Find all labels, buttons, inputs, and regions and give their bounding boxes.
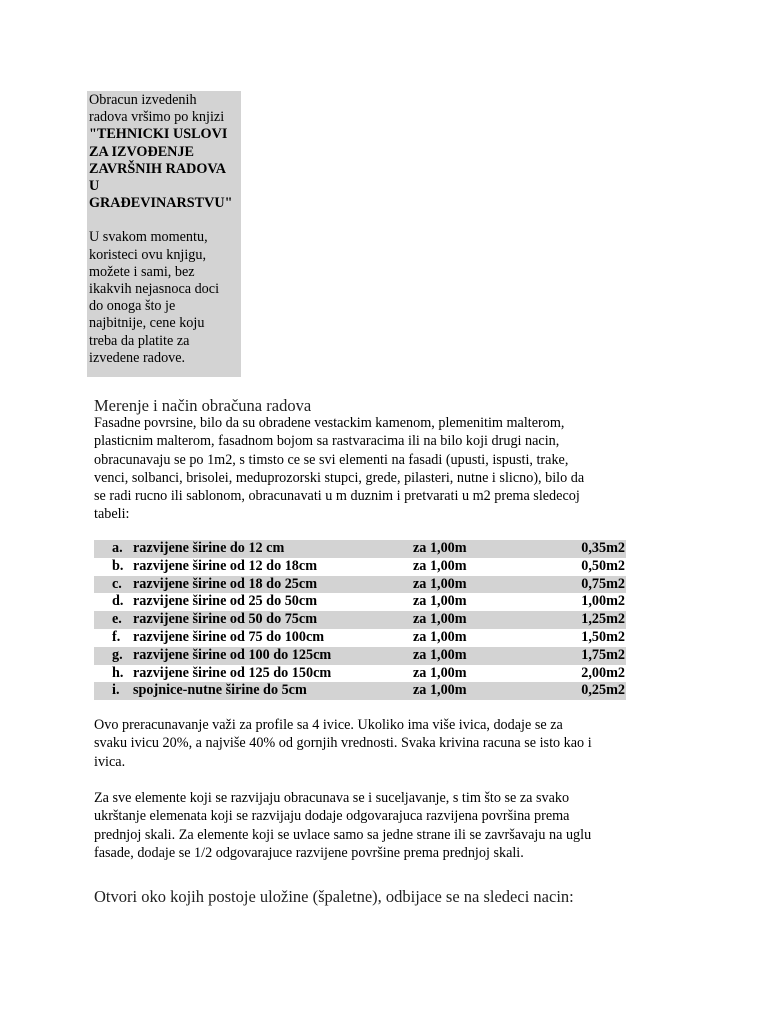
body-line: se radi rucno ili sablonom, obracunavati u m duznim i pretvarati u m2 prema sledecoj [94,488,580,505]
table-row [94,576,626,594]
note-line: svaku ivicu 20%, a najviše 40% od gornjih vrednosti. Svaka krivina racuna se isto kao i [94,735,592,752]
body-line: Fasadne povrsine, bilo da su obradene vestackim kamenom, plemenitim malterom, [94,415,565,431]
row-letter: a. [112,540,123,556]
row-unit: za 1,00m [413,664,467,681]
sidebar-paragraph-line: do onoga što je [89,298,176,315]
row-description: razvijene širine od 75 do 100cm [133,628,325,645]
row-description: spojnice-nutne širine do 5cm [133,682,307,699]
row-description: razvijene širine od 12 do 18cm [133,557,318,574]
table-row [94,665,626,683]
table-row [94,611,626,629]
sidebar-intro [87,92,241,126]
body-paragraph [94,414,634,524]
row-description: razvijene širine od 25 do 50cm [133,593,318,610]
row-letter: g. [112,646,123,663]
row-value: 0,35m2 [581,540,625,556]
row-value: 1,25m2 [581,611,625,628]
note-line: Ovo preracunavanje važi za profile sa 4 ivice. Ukoliko ima više ivica, dodaje se za [94,717,563,733]
row-value: 2,00m2 [581,664,625,681]
row-unit: za 1,00m [413,593,467,610]
row-unit: za 1,00m [413,575,467,592]
sidebar-paragraph-line: možete i sami, bez [89,263,195,280]
row-value: 0,75m2 [581,575,625,592]
sidebar-intro-line: radova vršimo po knjizi [89,109,225,126]
note-line: ukrštanje elemenata koji se razvijaju dodaje odgovarajuca razvijena površina prema [94,808,570,825]
sidebar-paragraph-line: U svakom momentu, [89,229,208,246]
sidebar-title-line: ZAVRŠNIH RADOVA [89,160,227,177]
sidebar-paragraph-line: koristeci ovu knjigu, [89,246,207,263]
table-row [94,558,626,576]
conversion-table [94,540,626,700]
sidebar-paragraph-line: treba da platite za [89,332,190,349]
sidebar-paragraph-line: izvedene radove. [89,349,186,366]
row-value: 1,50m2 [581,628,625,645]
note-line: fasade, dodaje se 1/2 odgovarajuce razvijene površine prema prednjoj skali. [94,844,524,861]
row-unit: za 1,00m [413,628,467,645]
section-heading: Merenje i način obračuna radova [94,396,312,415]
row-description: razvijene širine od 50 do 75cm [133,611,318,628]
profile-note-paragraph [94,716,634,771]
row-letter: e. [112,611,122,628]
table-row [94,647,626,665]
row-unit: za 1,00m [413,557,467,574]
row-letter: i. [112,682,120,699]
sidebar-book-title [87,126,241,212]
row-unit: za 1,00m [413,611,467,628]
row-value: 1,75m2 [581,646,625,663]
row-unit: za 1,00m [413,646,467,663]
sidebar-paragraph [87,229,241,367]
row-letter: b. [112,557,124,574]
sidebar-title-line: U [89,178,100,195]
sidebar-box [87,91,241,377]
row-description: razvijene širine od 125 do 150cm [133,664,332,681]
row-description: razvijene širine do 12 cm [133,540,285,556]
sidebar-title-line: "TEHNICKI USLOVI [89,126,228,143]
row-letter: c. [112,575,122,592]
row-letter: d. [112,593,124,610]
sidebar-paragraph-line: ikakvih nejasnoca doci [89,281,220,298]
body-line: obracunavaju se po 1m2, s timsto ce se svi elementi na fasadi (upusti, ispusti, trake, [94,451,569,468]
sidebar-intro-line: Obracun izvedenih [89,92,197,108]
sidebar-title-line: ZA IZVOĐENJE [89,143,194,160]
row-unit: za 1,00m [413,682,467,699]
row-value: 0,50m2 [581,557,625,574]
note-line: prednjoj skali. Za elemente koji se uvlace samo sa jedne strane ili se završavaju na uglu [94,826,592,843]
junction-note-paragraph [94,789,634,862]
sidebar-title-line: GRAĐEVINARSTVU" [89,195,233,212]
body-line: plasticnim malterom, fasadnom bojom sa rastvaracima ili na bilo koji drugi nacin, [94,433,560,450]
row-value: 1,00m2 [581,593,625,610]
table-row [94,540,626,558]
row-unit: za 1,00m [413,540,467,556]
row-description: razvijene širine od 18 do 25cm [133,575,318,592]
table-row [94,593,626,611]
row-letter: f. [112,628,121,645]
table-row [94,682,626,700]
note-line: ivica. [94,753,126,770]
row-letter: h. [112,664,124,681]
body-line: venci, solbanci, brisolei, meduprozorski stupci, grede, pilasteri, nutne i slicno), bilo da [94,469,585,486]
note-line: Za sve elemente koji se razvijaju obracunava se i suceljavanje, s tim što se za svako [94,790,570,806]
row-description: razvijene širine od 100 do 125cm [133,646,332,663]
body-line: tabeli: [94,506,130,523]
sidebar-paragraph-line: najbitnije, cene koju [89,315,205,332]
table-row [94,629,626,647]
row-value: 0,25m2 [581,682,625,699]
openings-heading: Otvori oko kojih postoje uložine (špaletne), odbijace se na sledeci nacin: [94,887,574,906]
